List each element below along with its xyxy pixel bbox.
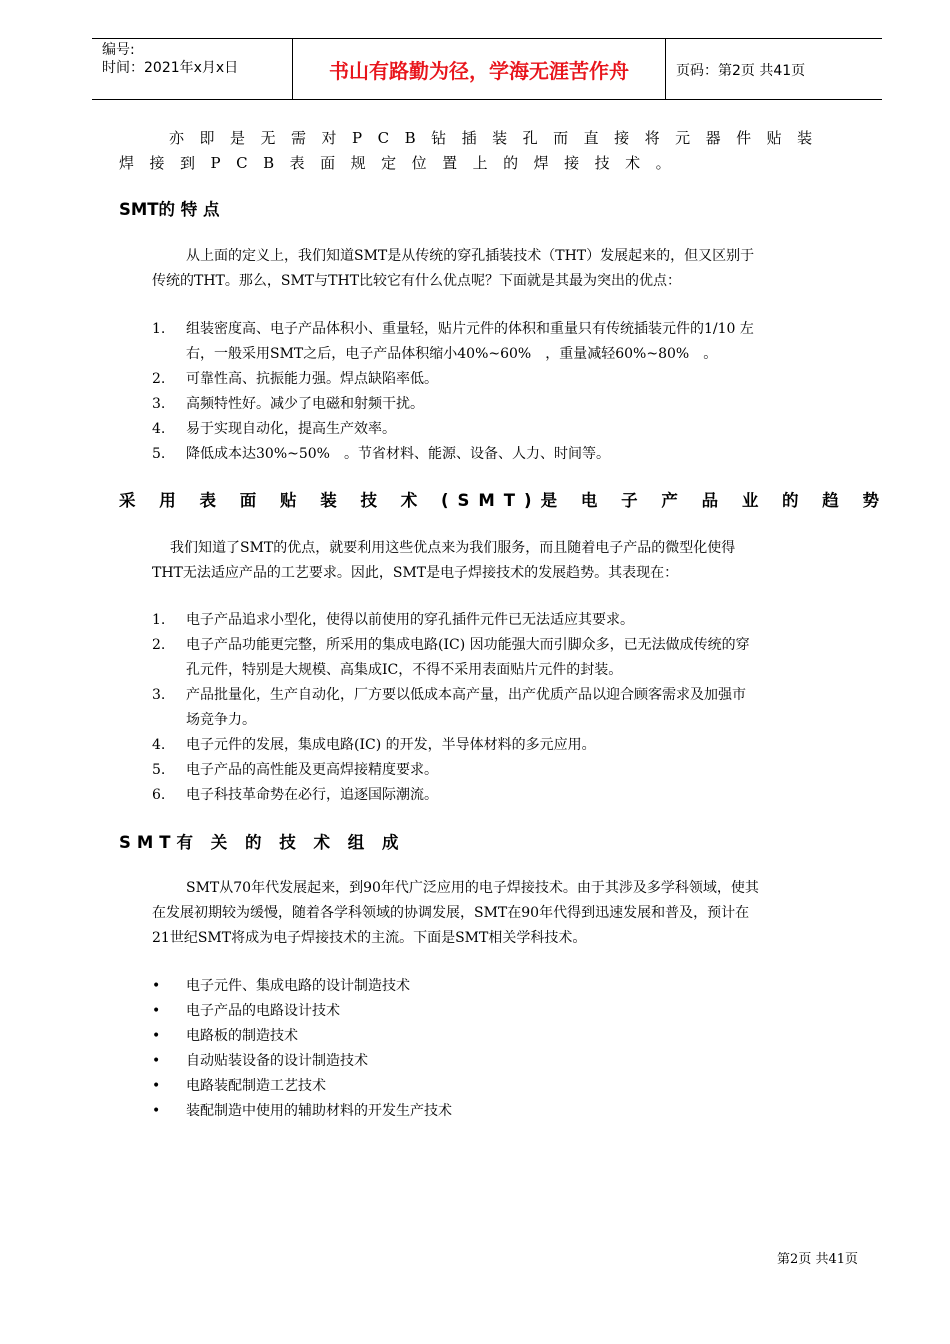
section-1-title: SMT的 特 点 bbox=[119, 200, 220, 219]
header-time-label: 时间：2021年x月x日 bbox=[102, 60, 239, 76]
bullet-item-text: 电路板的制造技术 bbox=[186, 1028, 298, 1044]
section-1-para-line-1: 从上面的定义上，我们知道SMT是从传统的穿孔插装技术（THT）发展起来的，但又区别于 bbox=[186, 248, 755, 264]
list-item-text: 电子产品追求小型化，使得以前使用的穿孔插件元件已无法适应其要求。 bbox=[186, 612, 634, 628]
list-item-text-cont: 右，一般采用SMT之后，电子产品体积缩小40%~60% ，重量减轻60%~80% 。 bbox=[186, 346, 718, 362]
bullet-icon: • bbox=[152, 1003, 161, 1019]
header-motto: 书山有路勤为径，学海无涯苦作舟 bbox=[329, 59, 629, 83]
bullet-icon: • bbox=[152, 1053, 161, 1069]
bullet-item-text: 电子元件、集成电路的设计制造技术 bbox=[186, 978, 410, 994]
header-number-label: 编号: bbox=[102, 42, 135, 58]
list-item-number: 4. bbox=[152, 737, 166, 753]
section-3-title: SMT有 关 的 技 术 组 成 bbox=[119, 833, 405, 852]
bullet-icon: • bbox=[152, 1028, 161, 1044]
bullet-item-text: 电路装配制造工艺技术 bbox=[186, 1078, 326, 1094]
section-2-para-line-1: 我们知道了SMT的优点，就要利用这些优点来为我们服务，而且随着电子产品的微型化使得 bbox=[170, 540, 736, 556]
section-3-para-line-1: SMT从70年代发展起来，到90年代广泛应用的电子焊接技术。由于其涉及多学科领域，使其 bbox=[186, 880, 759, 896]
list-item-text-cont: 场竞争力。 bbox=[186, 712, 256, 728]
footer-page-label: 第2页 共41页 bbox=[777, 1252, 858, 1267]
list-item-text: 易于实现自动化，提高生产效率。 bbox=[186, 421, 396, 437]
section-1-para-line-2: 传统的THT。那么，SMT与THT比较它有什么优点呢？下面就是其最为突出的优点： bbox=[152, 273, 682, 289]
header-meta-cell bbox=[92, 39, 293, 99]
list-item-number: 2. bbox=[152, 637, 166, 653]
header-page-label: 页码：第2页 共41页 bbox=[676, 63, 806, 79]
section-3-para-line-2: 在发展初期较为缓慢，随着各学科领域的协调发展，SMT在90年代得到迅速发展和普及，预计在 bbox=[152, 905, 750, 921]
header-motto-cell bbox=[293, 39, 666, 99]
section-2-para-line-2: THT无法适应产品的工艺要求。因此，SMT是电子焊接技术的发展趋势。其表现在： bbox=[152, 565, 679, 581]
list-item-text: 产品批量化，生产自动化，厂方要以低成本高产量，出产优质产品以迎合顾客需求及加强市 bbox=[186, 687, 746, 703]
list-item-text: 电子产品功能更完整，所采用的集成电路(IC) 因功能强大而引脚众多，已无法做成传统的穿 bbox=[186, 637, 750, 653]
section-3-para-line-3: 21世纪SMT将成为电子焊接技术的主流。下面是SMT相关学科技术。 bbox=[152, 930, 587, 946]
bullet-item-text: 电子产品的电路设计技术 bbox=[186, 1003, 340, 1019]
bullet-item-text: 自动贴装设备的设计制造技术 bbox=[186, 1053, 368, 1069]
list-item-text: 高频特性好。减少了电磁和射频干扰。 bbox=[186, 396, 424, 412]
list-item-number: 1. bbox=[152, 612, 166, 628]
header-page-cell bbox=[666, 39, 882, 99]
bullet-item-text: 装配制造中使用的辅助材料的开发生产技术 bbox=[186, 1103, 452, 1119]
list-item-text: 可靠性高、抗振能力强。焊点缺陷率低。 bbox=[186, 371, 438, 387]
bullet-icon: • bbox=[152, 1103, 161, 1119]
list-item-text: 电子科技革命势在必行，追逐国际潮流。 bbox=[186, 787, 438, 803]
list-item-text: 降低成本达30%~50% 。节省材料、能源、设备、人力、时间等。 bbox=[186, 446, 610, 462]
list-item-number: 6. bbox=[152, 787, 166, 803]
list-item-number: 1. bbox=[152, 321, 166, 337]
list-item-text: 电子产品的高性能及更高焊接精度要求。 bbox=[186, 762, 438, 778]
list-item-number: 3. bbox=[152, 396, 166, 412]
intro-line-2: 焊接到PCB表面规定位置上的焊接技术。 bbox=[119, 154, 687, 172]
list-item-number: 4. bbox=[152, 421, 166, 437]
list-item-text-cont: 孔元件，特别是大规模、高集成IC，不得不采用表面贴片元件的封装。 bbox=[186, 662, 623, 678]
page-header bbox=[92, 38, 882, 100]
list-item-number: 5. bbox=[152, 446, 166, 462]
bullet-icon: • bbox=[152, 1078, 161, 1094]
list-item-text: 组装密度高、电子产品体积小、重量轻，贴片元件的体积和重量只有传统插装元件的1/10 左 bbox=[186, 321, 754, 337]
bullet-icon: • bbox=[152, 978, 161, 994]
list-item-text: 电子元件的发展，集成电路(IC) 的开发，半导体材料的多元应用。 bbox=[186, 737, 596, 753]
intro-line-1: 亦即是无需对PCB钻插装孔而直接将元器件贴装 bbox=[169, 129, 828, 147]
list-item-number: 2. bbox=[152, 371, 166, 387]
section-2-title: 采 用 表 面 贴 装 技 术 (SMT)是 电 子 产 品 业 的 趋 势 bbox=[119, 491, 889, 510]
list-item-number: 5. bbox=[152, 762, 166, 778]
list-item-number: 3. bbox=[152, 687, 166, 703]
